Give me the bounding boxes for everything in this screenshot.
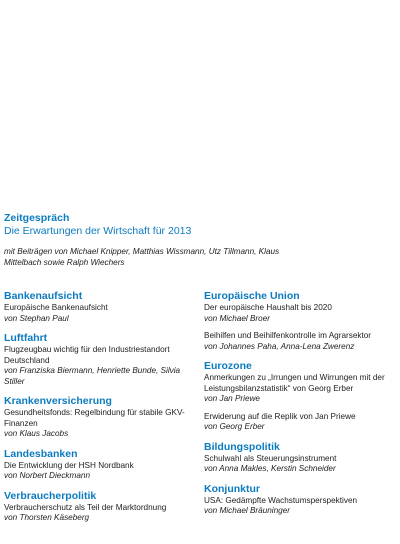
- article-authors: von Michael Bräuninger: [204, 506, 291, 515]
- article-title: Erwiderung auf die Replik von Jan Priewe: [204, 411, 356, 421]
- section-bildungspolitik: [204, 441, 398, 475]
- featured-title[interactable]: Die Erwartungen der Wirtschaft für 2013: [4, 225, 192, 237]
- article-title: Schulwahl als Steuerungsinstrument: [204, 453, 337, 463]
- article-authors: von Klaus Jacobs: [4, 429, 69, 438]
- article-authors: von Anna Makles, Kerstin Schneider: [204, 464, 336, 473]
- article-title: USA: Gedämpfte Wachstumsperspektiven: [204, 495, 358, 505]
- article-item[interactable]: [204, 412, 398, 433]
- article-title: Gesundheitsfonds: Regelbindung für stabile GKV-Finanzen: [4, 408, 185, 428]
- section-landesbanken: [4, 448, 198, 482]
- article-authors: von Franziska Biermann, Henriette Bunde, Silvia Stiller: [4, 366, 181, 386]
- section-heading: Konjunktur: [204, 482, 260, 495]
- article-item[interactable]: [204, 496, 398, 517]
- featured-contributors: mit Beiträgen von Michael Knipper, Matthias Wissmann, Utz Tillmann, Klaus Mittelbach sowie Ralph Wiechers: [4, 247, 280, 267]
- featured-section: [4, 212, 396, 268]
- article-authors: von Johannes Paha, Anna-Lena Zwerenz: [204, 341, 355, 351]
- article-authors: von Thorsten Käseberg: [4, 513, 90, 522]
- featured-kicker: Zeitgespräch: [4, 212, 70, 224]
- section-verbraucherpolitik: [4, 490, 198, 524]
- article-item[interactable]: [204, 373, 398, 405]
- section-heading: Verbraucherpolitik: [4, 489, 97, 502]
- section-krankenversicherung: [4, 395, 198, 440]
- article-title: Europäische Bankenaufsicht: [4, 303, 108, 312]
- section-heading: Bankenaufsicht: [4, 290, 83, 302]
- article-item[interactable]: [4, 345, 198, 387]
- section-heading: Europäische Union: [204, 290, 300, 302]
- article-item[interactable]: [4, 408, 198, 440]
- section-bankenaufsicht: [4, 290, 198, 324]
- article-title: Die Entwicklung der HSH Nordbank: [4, 460, 134, 470]
- section-heading: Luftfahrt: [4, 332, 48, 344]
- article-title: Anmerkungen zu „Irrungen und Wirrungen mit der Leistungsbilanzstatistik“ von Georg Erber: [204, 373, 385, 393]
- article-item[interactable]: [4, 461, 198, 482]
- section-heading: Bildungspolitik: [204, 440, 280, 453]
- section-eurozone: [204, 360, 398, 433]
- article-authors: von Norbert Dieckmann: [4, 471, 91, 480]
- article-item[interactable]: [204, 331, 398, 352]
- article-authors: von Georg Erber: [204, 422, 265, 431]
- article-authors: von Jan Priewe: [204, 394, 260, 403]
- left-column: [4, 290, 198, 532]
- article-authors: von Michael Broer: [204, 313, 270, 323]
- article-title: Verbraucherschutz als Teil der Marktordnung: [4, 502, 167, 512]
- article-item[interactable]: [204, 303, 398, 324]
- section-heading: Eurozone: [204, 360, 252, 372]
- article-item[interactable]: [4, 503, 198, 524]
- article-title: Beihilfen und Beihilfenkontrolle im Agrarsektor: [204, 331, 372, 340]
- section-europaeische-union: [204, 290, 398, 352]
- article-title: Der europäische Haushalt bis 2020: [204, 303, 332, 312]
- section-konjunktur: [204, 483, 398, 517]
- article-item[interactable]: [204, 454, 398, 475]
- section-heading: Krankenversicherung: [4, 395, 112, 407]
- article-title: Flugzeugbau wichtig für den Industriestandort Deutschland: [4, 345, 170, 365]
- article-item[interactable]: [4, 303, 198, 324]
- section-luftfahrt: [4, 332, 198, 387]
- article-authors: von Stephan Paul: [4, 313, 69, 323]
- section-heading: Landesbanken: [4, 447, 78, 460]
- right-column: [204, 290, 398, 525]
